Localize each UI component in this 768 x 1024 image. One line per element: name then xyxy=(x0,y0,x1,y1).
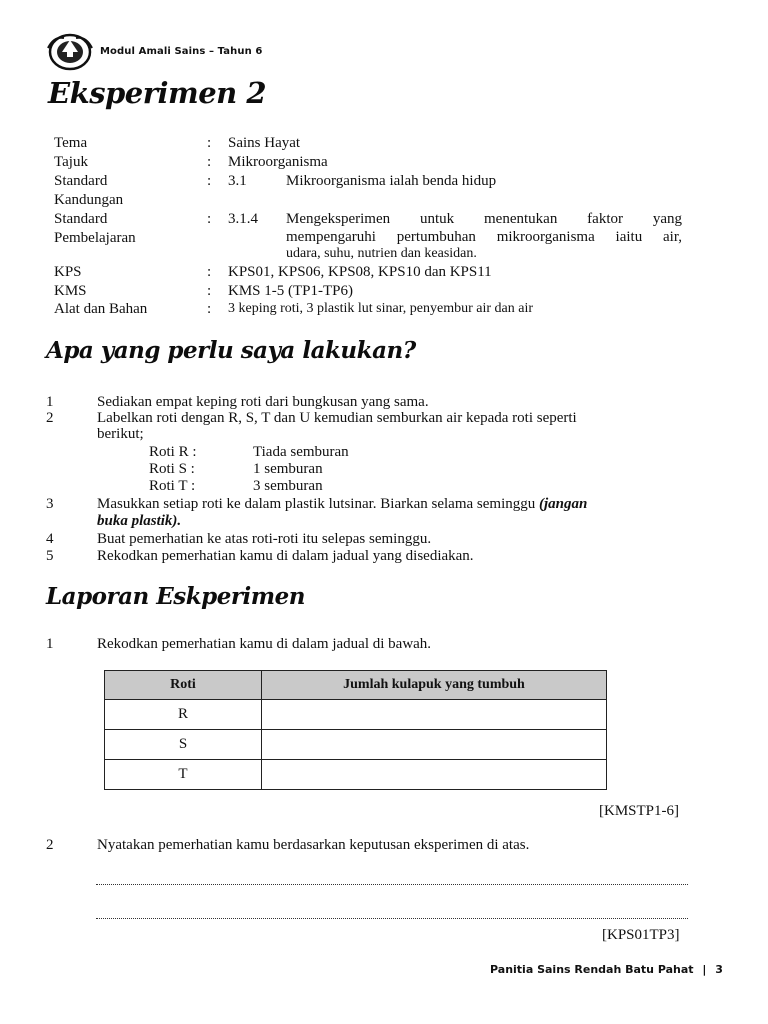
table-row xyxy=(105,760,607,790)
header-jumlah: Jumlah kulapuk yang tumbuh xyxy=(262,671,607,700)
tajuk-value: Mikroorganisma xyxy=(228,154,328,170)
standard-kandungan-label-2: Kandungan xyxy=(54,192,124,208)
table-row xyxy=(105,730,607,760)
step-2-text-cont: berikut; xyxy=(97,426,144,442)
answer-cell[interactable] xyxy=(262,760,607,790)
step-5-text: Rekodkan pemerhatian kamu di dalam jadual yang disediakan. xyxy=(97,548,474,564)
roti-t-value: 3 semburan xyxy=(253,478,323,494)
table-header-row xyxy=(105,671,607,700)
roti-t-label: Roti T : xyxy=(149,478,196,494)
alat-label: Alat dan Bahan xyxy=(54,301,148,317)
sp-text-line-3: udara, suhu, nutrien dan keasidan. xyxy=(286,246,477,261)
footer-text: Panitia Sains Rendah Batu Pahat xyxy=(490,963,694,976)
tajuk-label: Tajuk xyxy=(54,154,88,170)
colon: : xyxy=(207,211,212,227)
roti-s-value: 1 semburan xyxy=(253,461,323,477)
colon: : xyxy=(207,135,212,151)
standard-pembelajaran-label-1: Standard xyxy=(54,211,108,227)
sp-text-line-1: Mengeksperimen untuk menentukan faktor yang xyxy=(286,211,682,227)
sp-text-line-2: mempengaruhi pertumbuhan mikroorganisma iaitu air, xyxy=(286,229,682,245)
answer-cell[interactable] xyxy=(262,700,607,730)
kps-value: KPS01, KPS06, KPS08, KPS10 dan KPS11 xyxy=(228,264,492,280)
row-label: S xyxy=(105,730,262,760)
tema-label: Tema xyxy=(54,135,88,151)
answer-cell[interactable] xyxy=(262,730,607,760)
module-title: Modul Amali Sains – Tahun 6 xyxy=(100,46,263,57)
row-label: T xyxy=(105,760,262,790)
tema-value: Sains Hayat xyxy=(228,135,301,151)
report-heading: Laporan Eskperimen xyxy=(46,583,305,610)
sk-code: 3.1 xyxy=(228,173,247,189)
question-1-text: Rekodkan pemerhatian kamu di dalam jadual di bawah. xyxy=(97,636,432,652)
answer-line[interactable] xyxy=(96,884,688,886)
kms-label: KMS xyxy=(54,283,87,299)
question-2-text: Nyatakan pemerhatian kamu berdasarkan keputusan eksperimen di atas. xyxy=(97,837,530,853)
header-roti: Roti xyxy=(105,671,262,700)
step-1-text: Sediakan empat keping roti dari bungkusan yang sama. xyxy=(97,394,429,410)
sk-text: Mikroorganisma ialah benda hidup xyxy=(286,173,497,189)
question-number: 2 xyxy=(46,837,54,853)
page-number: 3 xyxy=(715,963,723,976)
question-number: 1 xyxy=(46,636,54,652)
step-3-main: Masukkan setiap roti ke dalam plastik lutsinar. Biarkan selama seminggu xyxy=(97,496,536,512)
experiment-heading: Eksperimen 2 xyxy=(48,76,267,110)
step-3-note: (jangan xyxy=(539,496,588,512)
table-row xyxy=(105,700,607,730)
colon: : xyxy=(207,283,212,299)
step-number: 5 xyxy=(46,548,54,564)
step-3-note-cont: buka plastik). xyxy=(97,513,182,529)
roti-s-label: Roti S : xyxy=(149,461,195,477)
step-4-text: Buat pemerhatian ke atas roti-roti itu selepas seminggu. xyxy=(97,531,432,547)
kms-code: [KMSTP1-6] xyxy=(599,803,680,819)
kps-label: KPS xyxy=(54,264,82,280)
step-2-text: Labelkan roti dengan R, S, T dan U kemudian semburkan air kepada roti seperti xyxy=(97,410,577,426)
sp-code: 3.1.4 xyxy=(228,211,258,227)
roti-r-label: Roti R : xyxy=(149,444,197,460)
procedure-heading: Apa yang perlu saya lakukan? xyxy=(46,337,416,364)
standard-pembelajaran-label-2: Pembelajaran xyxy=(54,230,136,246)
standard-kandungan-label-1: Standard xyxy=(54,173,108,189)
school-crest-logo xyxy=(44,30,96,72)
alat-value: 3 keping roti, 3 plastik lut sinar, penyembur air dan air xyxy=(228,301,534,316)
step-number: 1 xyxy=(46,394,54,410)
answer-line[interactable] xyxy=(96,918,688,920)
kms-value: KMS 1-5 (TP1-TP6) xyxy=(228,283,354,299)
row-label: R xyxy=(105,700,262,730)
colon: : xyxy=(207,301,212,317)
footer xyxy=(490,963,723,976)
kps-code: [KPS01TP3] xyxy=(602,927,680,943)
step-number: 4 xyxy=(46,531,54,547)
observation-table xyxy=(104,670,607,790)
footer-separator: | xyxy=(702,963,707,976)
colon: : xyxy=(207,154,212,170)
step-3-text xyxy=(97,496,587,513)
colon: : xyxy=(207,264,212,280)
colon: : xyxy=(207,173,212,189)
step-number: 3 xyxy=(46,496,54,512)
step-number: 2 xyxy=(46,410,54,426)
roti-r-value: Tiada semburan xyxy=(253,444,349,460)
